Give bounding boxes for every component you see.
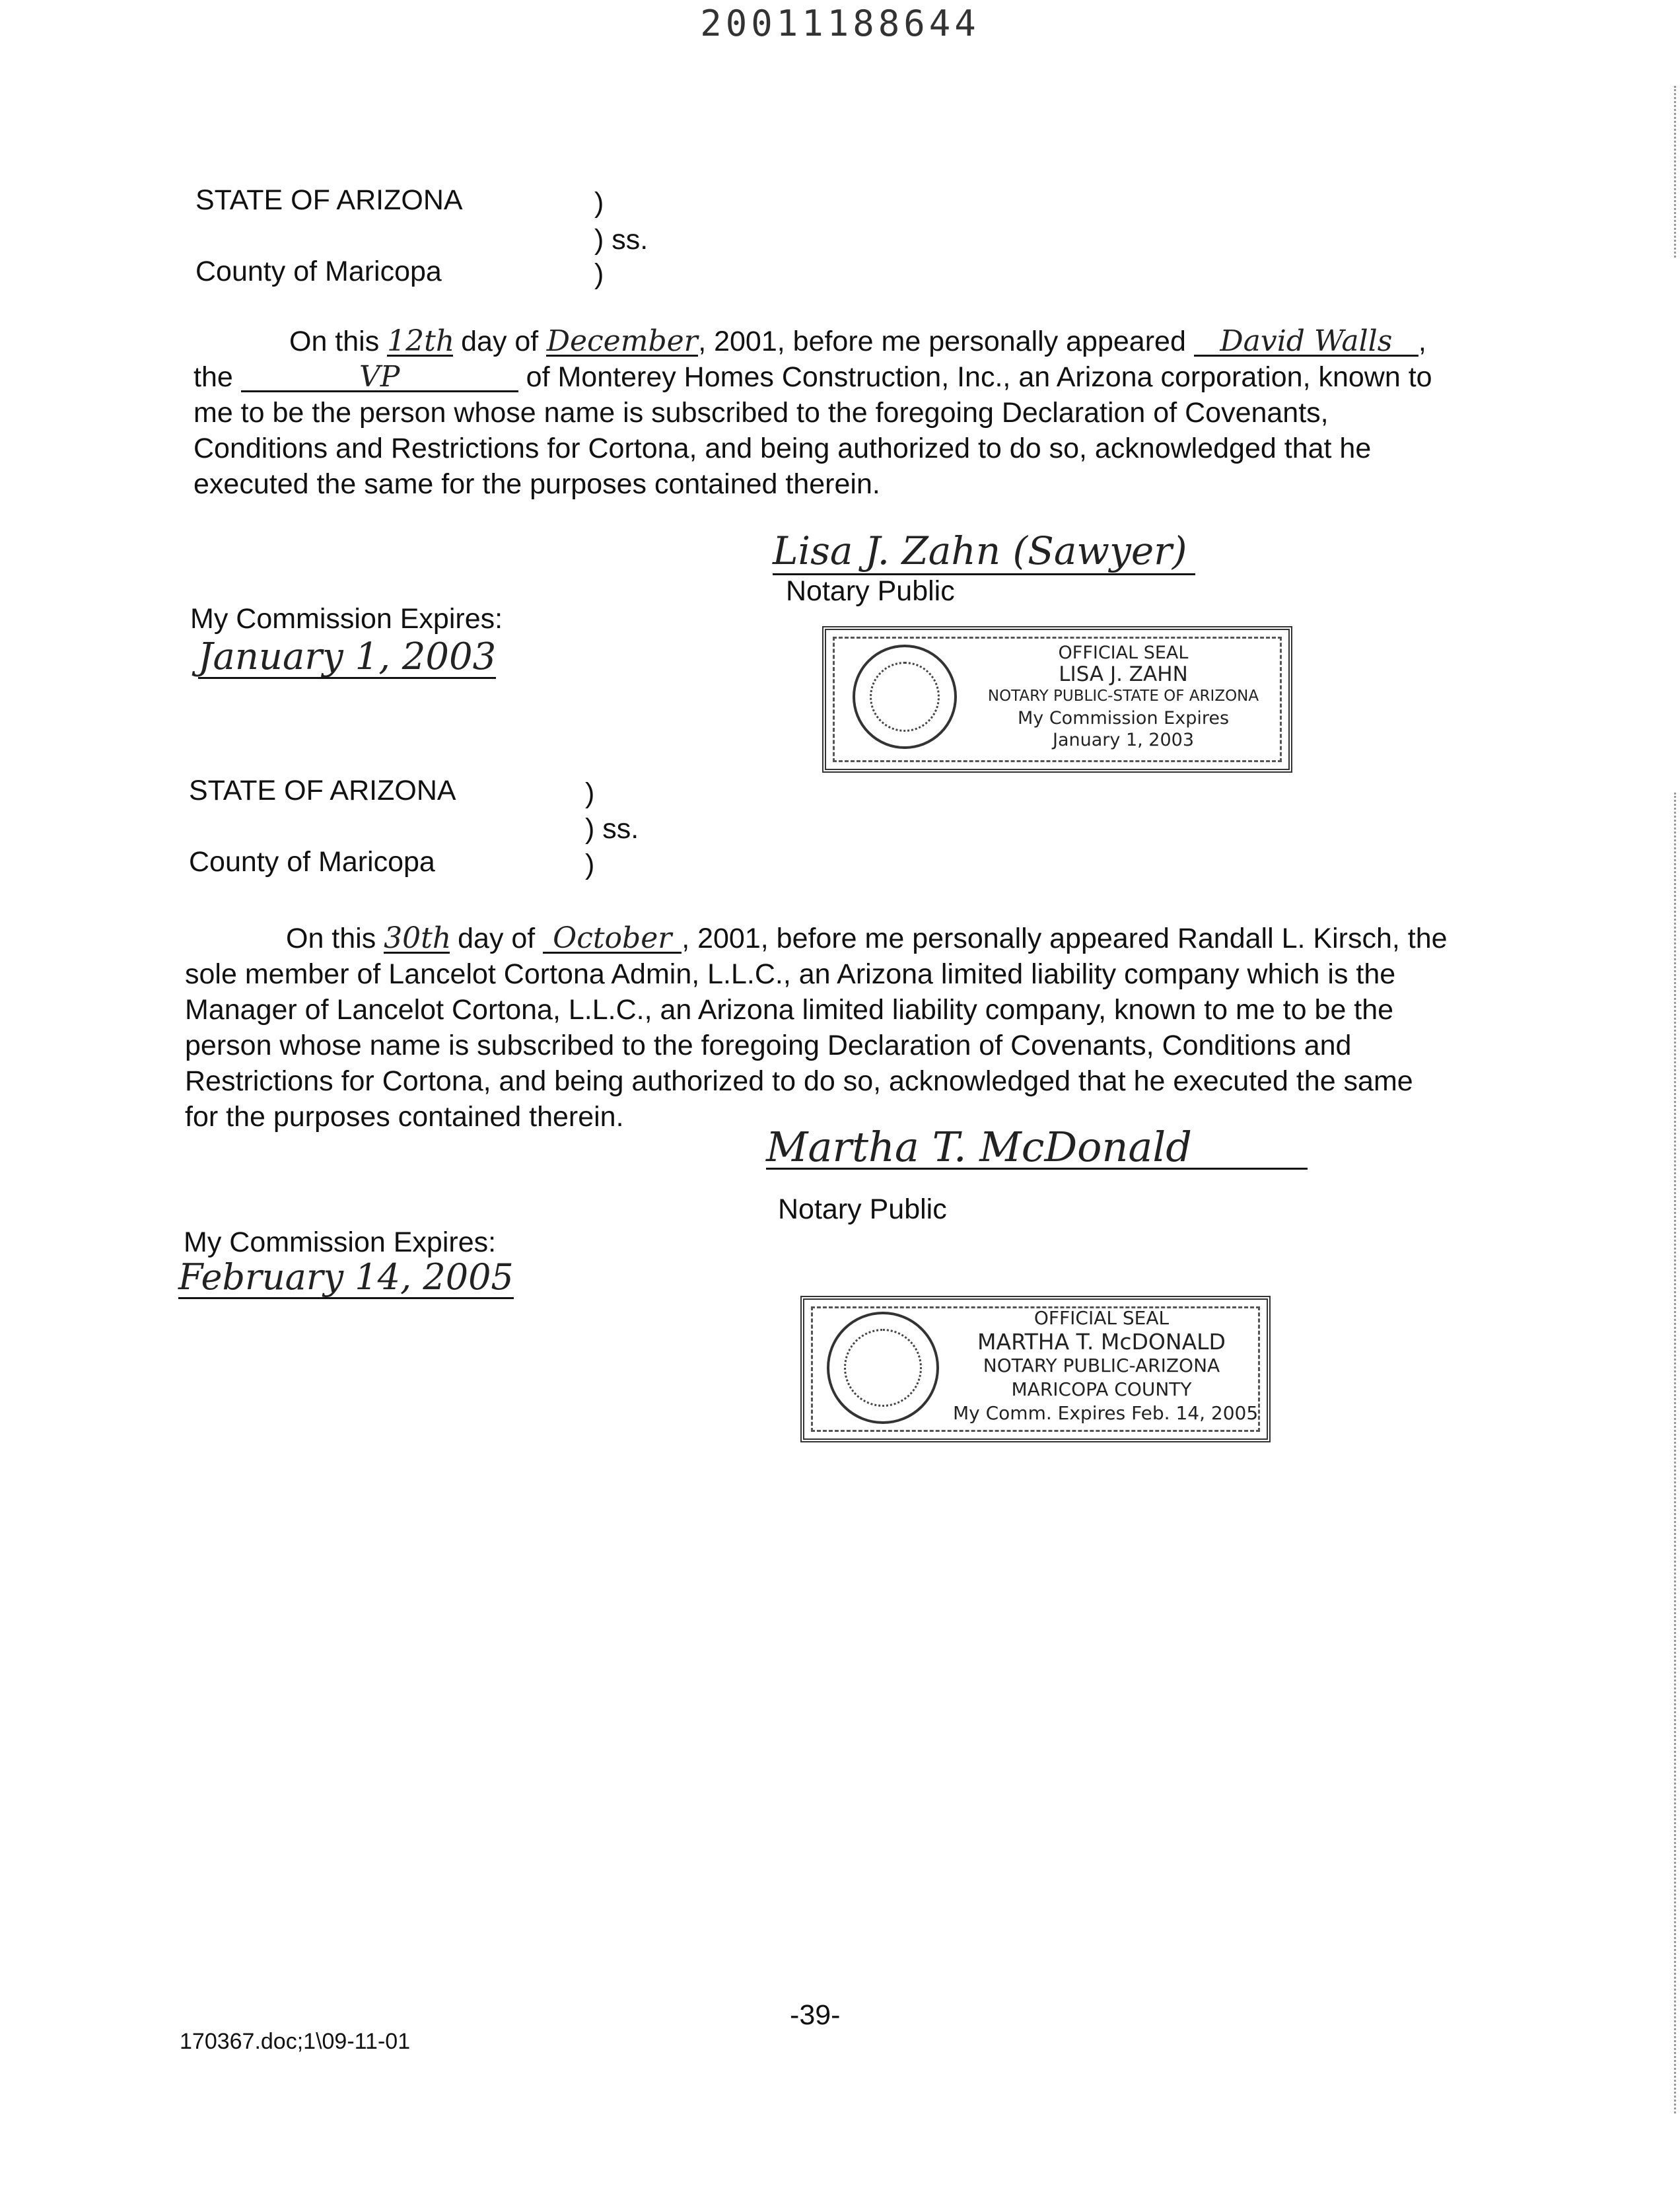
- commission-date: February 14, 2005: [178, 1256, 514, 1298]
- scan-edge-artifact: [1670, 793, 1676, 2113]
- venue-county: County of Maricopa: [189, 846, 435, 878]
- venue-state: STATE OF ARIZONA: [195, 184, 463, 216]
- notary-signature: Lisa J. Zahn (Sawyer): [773, 528, 1187, 573]
- notary-seal: [800, 1296, 1271, 1442]
- commission-expires-label: My Commission Expires:: [190, 603, 503, 635]
- paragraph-line: On this 12th day of December, 2001, before me personally appeared David Walls ,: [289, 324, 1426, 358]
- venue-ss: ) ss.: [594, 224, 648, 256]
- venue-bracket: ): [594, 187, 604, 219]
- notary-public-label: Notary Public: [778, 1193, 947, 1225]
- venue-state: STATE OF ARIZONA: [189, 775, 456, 806]
- venue-bracket: ): [585, 777, 595, 809]
- notary-signature: Martha T. McDonald: [766, 1123, 1192, 1171]
- venue-county: County of Maricopa: [195, 256, 442, 287]
- venue-bracket: ): [585, 849, 595, 880]
- document-reference: 170367.doc;1\09-11-01: [180, 2029, 411, 2054]
- day-field: 30th: [384, 921, 452, 955]
- notary-seal: [822, 626, 1292, 773]
- acknowledgment-paragraph: [185, 921, 1479, 1135]
- seal-text: OFFICIAL SEAL LISA J. ZAHN NOTARY PUBLIC-STATE OF ARIZONA My Commission Expires January 1, 2003: [987, 643, 1259, 750]
- paragraph-line: the VP of Monterey Homes Construction, Inc., an Arizona corporation, known to: [193, 360, 1432, 394]
- paragraph-line: Conditions and Restrictions for Cortona, and being authorized to do so, acknowledged that he: [193, 433, 1372, 464]
- state-seal-icon: [827, 1312, 939, 1424]
- paragraph-line: for the purposes contained therein.: [185, 1101, 624, 1133]
- venue-ss: ) ss.: [585, 813, 639, 845]
- commission-date: January 1, 2003: [198, 635, 497, 678]
- paragraph-line: Manager of Lancelot Cortona, L.L.C., an Arizona limited liability company, known to me to be the: [185, 994, 1394, 1026]
- state-seal-icon: [853, 645, 957, 749]
- title-field: VP: [241, 364, 518, 392]
- notary-public-label: Notary Public: [786, 575, 955, 607]
- signature-line: [766, 1168, 1308, 1170]
- commission-expires-label: My Commission Expires:: [184, 1226, 497, 1258]
- seal-text: OFFICIAL SEAL MARTHA T. McDONALD NOTARY PUBLIC-ARIZONA MARICOPA COUNTY My Comm. Expires Feb. 14, 2005: [953, 1307, 1259, 1424]
- month-field: October: [543, 925, 682, 954]
- page-number: -39-: [790, 1999, 841, 2031]
- scan-edge-artifact: [1670, 86, 1676, 258]
- acknowledgment-paragraph: [193, 324, 1483, 502]
- month-field: December: [546, 324, 698, 358]
- paragraph-line: person whose name is subscribed to the foregoing Declaration of Covenants, Conditions and: [185, 1030, 1352, 1061]
- paragraph-line: executed the same for the purposes contained therein.: [193, 468, 880, 500]
- appearer-name-field: David Walls: [1194, 328, 1418, 357]
- recording-number: 20011188644: [700, 3, 980, 44]
- paragraph-line: Restrictions for Cortona, and being authorized to do so, acknowledged that he executed the same: [185, 1065, 1413, 1097]
- paragraph-line: On this 30th day of October , 2001, before me personally appeared Randall L. Kirsch, the: [286, 921, 1448, 955]
- day-field: 12th: [387, 324, 455, 358]
- paragraph-line: sole member of Lancelot Cortona Admin, L.L.C., an Arizona limited liability company which is the: [185, 958, 1396, 990]
- paragraph-line: me to be the person whose name is subscribed to the foregoing Declaration of Covenants,: [193, 397, 1329, 429]
- venue-bracket: ): [594, 258, 604, 290]
